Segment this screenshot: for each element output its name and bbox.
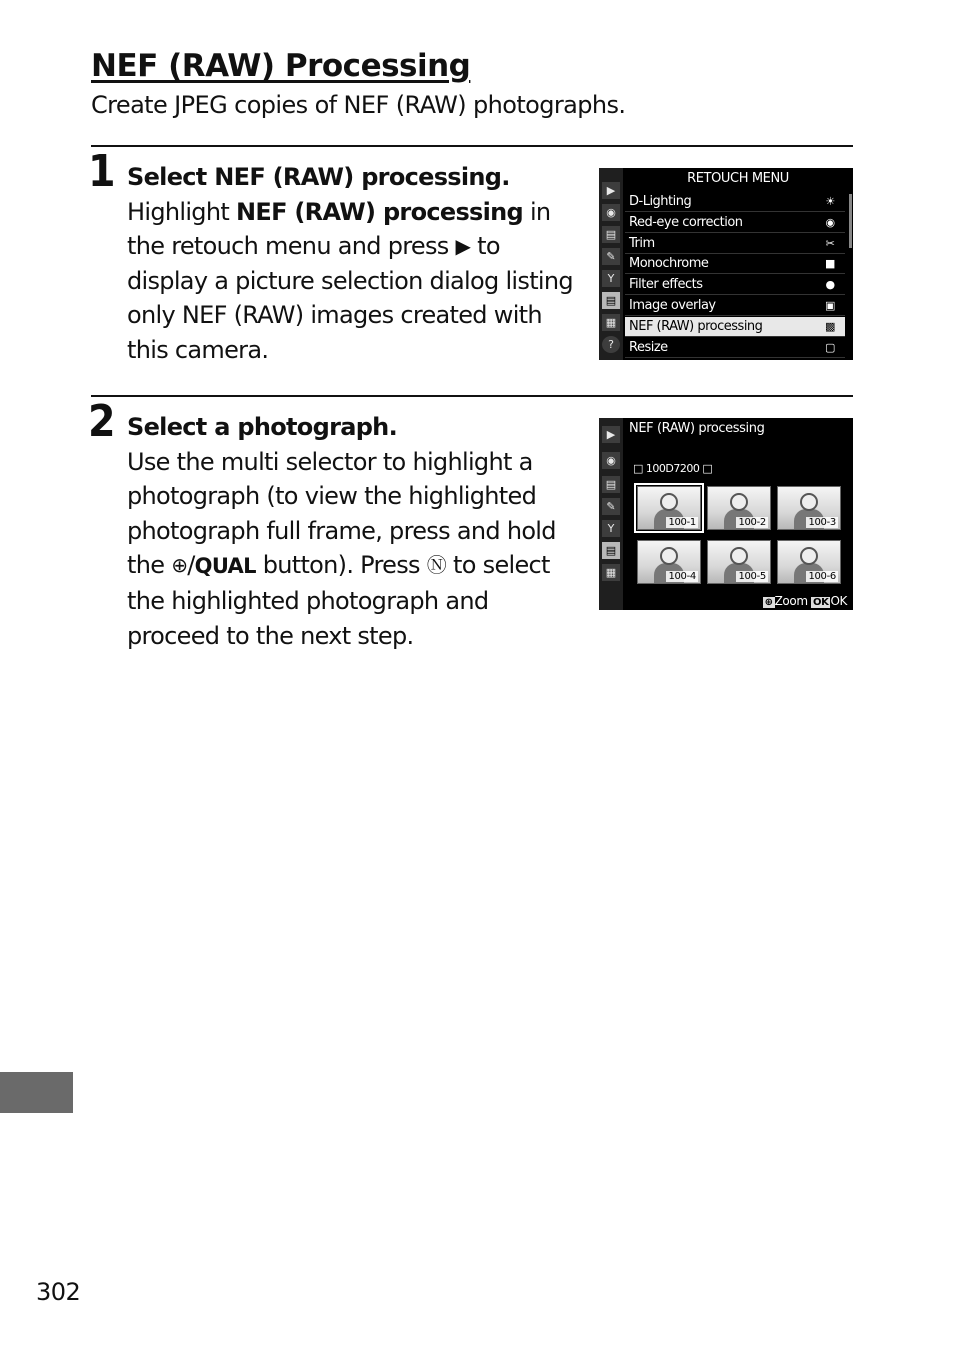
raw-icon: ▩ — [825, 319, 835, 333]
step-number: 1 — [88, 146, 114, 197]
menu-item[interactable] — [625, 317, 845, 337]
resize-icon: ▢ — [825, 340, 835, 354]
thumbnail-face — [800, 493, 818, 511]
thumbnail-label: 100-6 — [808, 571, 836, 582]
menu-item[interactable] — [625, 275, 845, 295]
camera-icon: ◉ — [602, 204, 620, 221]
thumbnail-face — [730, 547, 748, 565]
scrollbar — [849, 194, 852, 248]
menu-item[interactable] — [625, 192, 845, 212]
photo-thumbnail[interactable] — [777, 486, 841, 530]
thumbnail-face — [730, 493, 748, 511]
retouch-icon: ▤ — [602, 542, 620, 559]
chapter-tab — [0, 1072, 73, 1113]
zoom-in-icon: ⊕ — [764, 597, 773, 608]
page-title: NEF (RAW) Processing — [91, 48, 471, 84]
thumbnail-label: 100-4 — [668, 571, 696, 582]
multi-selector-right-icon: ▶︎ — [455, 234, 471, 259]
thumbnail-label: 100-2 — [738, 517, 766, 528]
menu-item-label: Red-eye correction — [629, 214, 743, 230]
playback-icon: ▶ — [602, 182, 620, 199]
menu-item[interactable] — [625, 338, 845, 358]
step-1-heading: Select NEF (RAW) processing. — [127, 163, 510, 191]
zoom-in-icon: ⊕ — [171, 553, 188, 578]
filter-icon: ● — [825, 278, 835, 292]
dialog-footer: ⊕ Zoom OK OK — [764, 594, 847, 608]
thumbnail-face — [800, 547, 818, 565]
thumbnail-label: 100-1 — [668, 517, 696, 528]
menu-sidebar — [599, 418, 623, 610]
help-icon: ? — [602, 336, 620, 353]
menu-item-label: Filter effects — [629, 277, 703, 293]
eye-icon: ◉ — [825, 215, 835, 229]
pencil-icon: ✎ — [602, 498, 620, 515]
ok-button-icon: Ⓝ — [426, 553, 447, 578]
divider — [91, 145, 853, 147]
menu-item-label: NEF (RAW) processing — [629, 318, 763, 334]
step-2-heading: Select a photograph. — [127, 413, 397, 441]
folder-label: □ 100D7200 □ — [633, 462, 713, 475]
my-menu-icon: ▦ — [602, 564, 620, 581]
wrench-icon: Υ — [602, 270, 620, 287]
photo-thumbnail[interactable] — [637, 540, 701, 584]
menu-item[interactable] — [625, 234, 845, 254]
thumbnail-face — [660, 547, 678, 565]
page-subtitle: Create JPEG copies of NEF (RAW) photographs. — [91, 91, 626, 119]
step-2-text: Select a photograph. Use the multi selector to highlight a photograph (to view the highlighted photograph full frame, press and hold the ⊕/QUAL button). Press Ⓝ to select the highlighted photograph and proceed to the next step. — [127, 413, 556, 650]
ok-button-icon: OK — [813, 597, 829, 608]
movie-icon: ▤ — [602, 226, 620, 243]
movie-icon: ▤ — [602, 476, 620, 493]
menu-item[interactable] — [625, 254, 845, 274]
retouch-icon: ▤ — [602, 292, 620, 309]
photo-thumbnail[interactable] — [777, 540, 841, 584]
thumbnail-label: 100-3 — [808, 517, 836, 528]
menu-item[interactable] — [625, 296, 845, 316]
qual-button-label: QUAL — [194, 554, 256, 579]
menu-item-label: Resize — [629, 339, 668, 355]
playback-icon: ▶ — [602, 426, 620, 443]
d-lighting-icon: ☀ — [825, 195, 835, 208]
menu-item-label: D-Lighting — [629, 194, 692, 209]
menu-item-label: Image overlay — [629, 298, 716, 313]
camera-icon: ◉ — [602, 452, 620, 469]
menu-item[interactable] — [625, 213, 845, 233]
photo-thumbnail[interactable] — [707, 486, 771, 530]
page-number: 302 — [36, 1278, 81, 1306]
menu-sidebar — [599, 168, 623, 360]
photo-thumbnail[interactable] — [707, 540, 771, 584]
monochrome-icon: ■ — [825, 257, 835, 271]
photo-thumbnail[interactable] — [637, 486, 701, 530]
menu-item-label: Trim — [629, 235, 655, 251]
wrench-icon: Υ — [602, 520, 620, 537]
retouch-menu-screen — [599, 168, 853, 360]
step-1-text: Select NEF (RAW) processing. Highlight NEF (RAW) processing in the retouch menu and press ▶︎ to display a picture selection dialog listing only NEF (RAW) images created with this camera. — [127, 163, 573, 364]
screen-title: RETOUCH MENU — [687, 171, 789, 186]
overlay-icon: ▣ — [825, 299, 835, 312]
scissors-icon: ✂ — [825, 236, 835, 250]
thumbnail-label: 100-5 — [738, 571, 766, 582]
pencil-icon: ✎ — [602, 248, 620, 265]
screen-title: NEF (RAW) processing — [629, 421, 765, 436]
divider — [91, 395, 853, 397]
thumbnail-face — [660, 493, 678, 511]
my-menu-icon: ▦ — [602, 314, 620, 331]
picture-selection-screen — [599, 418, 853, 610]
menu-item-label: Monochrome — [629, 256, 709, 272]
step-number: 2 — [88, 396, 114, 447]
